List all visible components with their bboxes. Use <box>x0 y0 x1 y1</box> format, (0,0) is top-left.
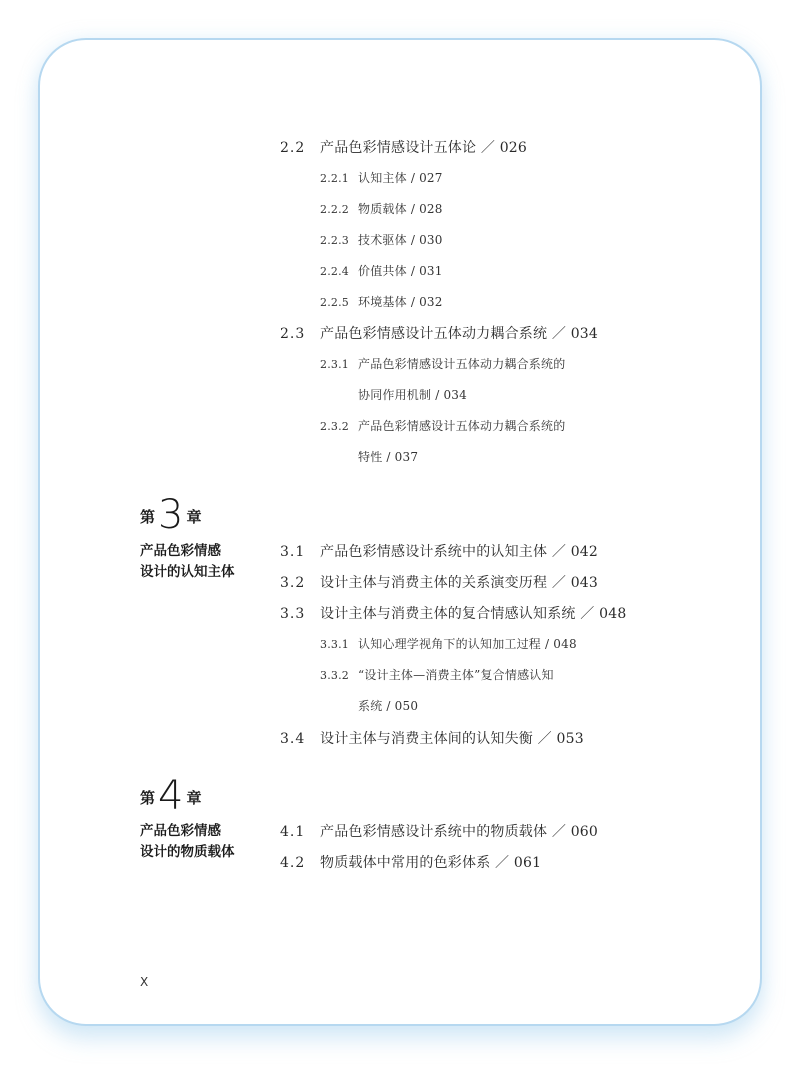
subsection-number: 2.3.1 <box>320 358 349 371</box>
section-title: 产品色彩情感设计五体动力耦合系统 ／ 034 <box>320 326 599 342</box>
subsection-title: 环境基体 / 032 <box>358 295 443 309</box>
chapter-prefix: 第 <box>140 508 156 526</box>
subsection-title: 产品色彩情感设计五体动力耦合系统的 <box>358 357 566 371</box>
chapter-4-heading <box>140 773 202 819</box>
chapter-suffix: 章 <box>186 789 202 807</box>
section-number: 4.1 <box>280 824 306 840</box>
subsection-number: 2.2.2 <box>320 203 349 216</box>
subsection-title: “设计主体—消费主体”复合情感认知 <box>358 668 554 682</box>
section-title: 产品色彩情感设计五体论 ／ 026 <box>320 140 528 156</box>
chapter-title-line: 设计的认知主体 <box>140 564 235 580</box>
section-title: 产品色彩情感设计系统中的认知主体 ／ 042 <box>320 544 599 560</box>
chapter-suffix: 章 <box>186 508 202 526</box>
chapter-prefix: 第 <box>140 789 156 807</box>
section-number: 3.4 <box>280 731 306 747</box>
chapter-title-line: 产品色彩情感 <box>140 823 221 839</box>
subsection-number: 2.2.5 <box>320 296 349 309</box>
toc-subsection-2-2-1[interactable] <box>320 169 443 186</box>
subsection-title: 物质载体 / 028 <box>358 202 443 216</box>
toc-subsection-2-2-3[interactable] <box>320 231 443 248</box>
toc-subsection-3-3-1[interactable] <box>320 635 577 652</box>
chapter-4-title <box>140 821 235 863</box>
subsection-title: 认知主体 / 027 <box>358 171 443 185</box>
section-title: 设计主体与消费主体间的认知失衡 ／ 053 <box>320 731 584 747</box>
subsection-title: 技术驱体 / 030 <box>358 233 443 247</box>
toc-subsection-2-2-2[interactable] <box>320 200 443 217</box>
toc-subsection-2-2-5[interactable] <box>320 293 443 310</box>
toc-section-3-3[interactable] <box>280 603 626 623</box>
chapter-number: 3 <box>158 492 184 538</box>
section-title: 产品色彩情感设计系统中的物质载体 ／ 060 <box>320 824 599 840</box>
toc-section-3-1[interactable] <box>280 541 598 561</box>
toc-section-3-4[interactable] <box>280 728 584 748</box>
subsection-title: 价值共体 / 031 <box>358 264 443 278</box>
toc-subsection-2-3-1[interactable] <box>320 355 565 372</box>
section-number: 3.1 <box>280 544 306 560</box>
page-number: X <box>140 975 149 989</box>
toc-section-2-2[interactable] <box>280 137 527 157</box>
chapter-number: 4 <box>158 773 184 819</box>
section-title: 设计主体与消费主体的复合情感认知系统 ／ 048 <box>320 606 627 622</box>
section-number: 2.2 <box>280 140 306 156</box>
chapter-3-title <box>140 541 235 583</box>
subsection-number: 3.3.2 <box>320 669 349 682</box>
subsection-number: 2.2.3 <box>320 234 349 247</box>
section-title: 物质载体中常用的色彩体系 ／ 061 <box>320 855 542 871</box>
subsection-number: 2.2.1 <box>320 172 349 185</box>
section-number: 2.3 <box>280 326 306 342</box>
toc-subsection-2-3-2-continued[interactable]: 特性 / 037 <box>358 450 419 464</box>
toc-subsection-2-2-4[interactable] <box>320 262 443 279</box>
subsection-title: 产品色彩情感设计五体动力耦合系统的 <box>358 419 566 433</box>
subsection-number: 2.2.4 <box>320 265 349 278</box>
chapter-title-line: 产品色彩情感 <box>140 543 221 559</box>
section-number: 3.3 <box>280 606 306 622</box>
subsection-number: 3.3.1 <box>320 638 349 651</box>
chapter-title-line: 设计的物质载体 <box>140 844 235 860</box>
chapter-3-heading <box>140 492 202 538</box>
toc-subsection-2-3-2[interactable] <box>320 417 565 434</box>
subsection-title: 认知心理学视角下的认知加工过程 / 048 <box>358 637 577 651</box>
toc-section-3-2[interactable] <box>280 572 598 592</box>
subsection-number: 2.3.2 <box>320 420 349 433</box>
toc-subsection-3-3-2[interactable] <box>320 666 554 683</box>
toc-section-4-1[interactable] <box>280 821 598 841</box>
section-number: 3.2 <box>280 575 306 591</box>
toc-section-2-3[interactable] <box>280 323 598 343</box>
toc-subsection-3-3-2-continued[interactable]: 系统 / 050 <box>358 699 419 713</box>
section-number: 4.2 <box>280 855 306 871</box>
toc-subsection-2-3-1-continued[interactable]: 协同作用机制 / 034 <box>358 388 467 402</box>
toc-section-4-2[interactable] <box>280 852 541 872</box>
section-title: 设计主体与消费主体的关系演变历程 ／ 043 <box>320 575 599 591</box>
